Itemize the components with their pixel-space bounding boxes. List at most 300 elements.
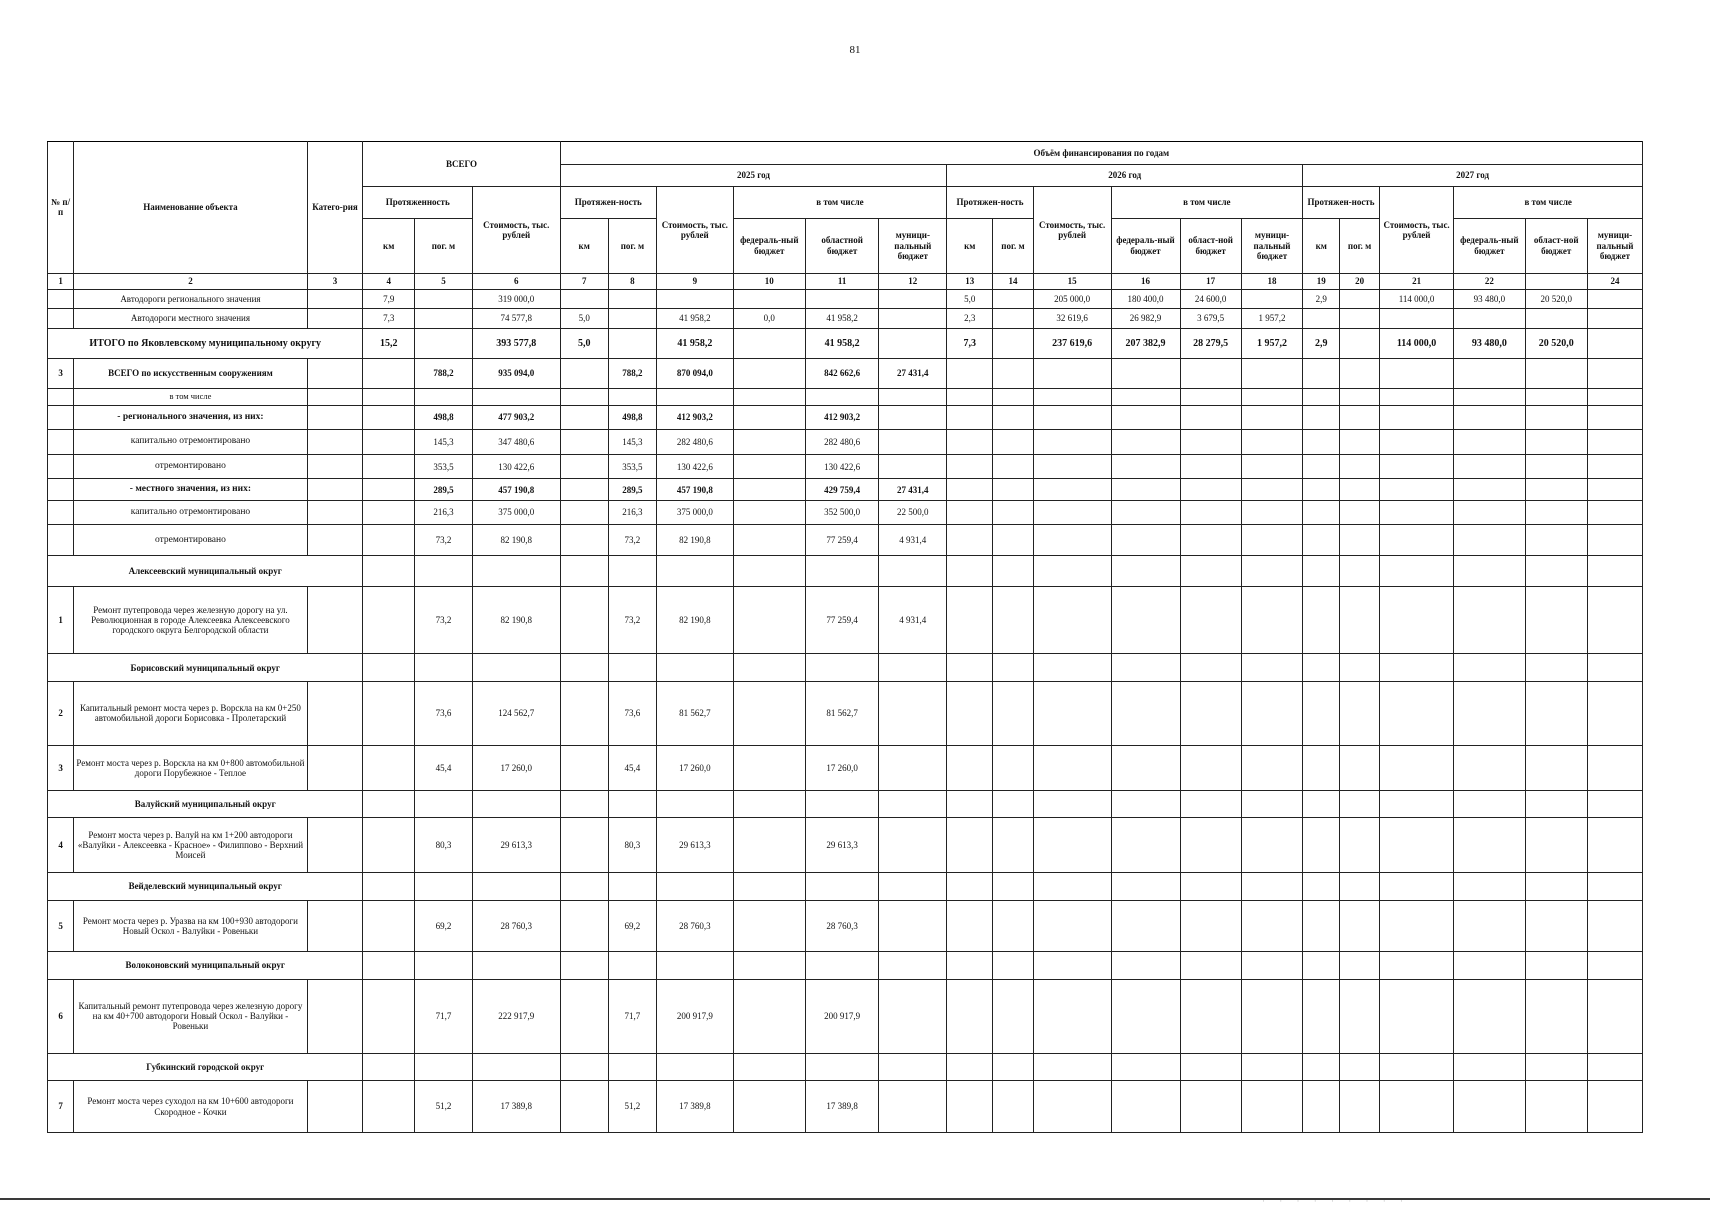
table-cell [1587, 791, 1642, 818]
table-cell: 216,3 [608, 501, 656, 525]
table-cell: 4 931,4 [879, 524, 947, 555]
col-header-federal: федераль-ный бюджет [1454, 218, 1525, 273]
table-cell [1033, 979, 1111, 1053]
table-cell [879, 1081, 947, 1133]
table-cell: 3 679,5 [1180, 309, 1241, 328]
table-cell [1525, 654, 1587, 682]
column-number: 17 [1180, 273, 1241, 289]
table-cell: 93 480,0 [1454, 328, 1525, 358]
table-cell: 130 422,6 [805, 454, 878, 479]
object-row [48, 901, 1643, 952]
table-cell [947, 429, 993, 454]
table-cell [560, 429, 608, 454]
table-cell [733, 791, 805, 818]
table-cell [1033, 556, 1111, 587]
table-cell [1180, 587, 1241, 654]
table-cell [947, 654, 993, 682]
table-cell [1241, 358, 1302, 388]
table-cell [1587, 745, 1642, 790]
table-cell [879, 309, 947, 328]
table-cell [947, 587, 993, 654]
column-number: 13 [947, 273, 993, 289]
table-cell: 73,6 [608, 682, 656, 746]
district-title: Вейделевский муниципальный округ [48, 872, 363, 900]
table-cell [1340, 979, 1379, 1053]
table-cell [1180, 358, 1241, 388]
row-index [48, 454, 74, 479]
table-cell [1525, 979, 1587, 1053]
table-cell [947, 979, 993, 1053]
table-cell [560, 951, 608, 979]
table-cell [1340, 654, 1379, 682]
table-cell [560, 654, 608, 682]
table-cell [1454, 1081, 1525, 1133]
table-cell [1454, 388, 1525, 405]
row-index: 2 [48, 682, 74, 746]
table-cell [656, 951, 733, 979]
table-cell [1241, 872, 1302, 900]
table-cell [414, 388, 472, 405]
col-header-2027: 2027 год [1303, 164, 1643, 187]
table-cell [733, 429, 805, 454]
table-cell [1454, 682, 1525, 746]
table-cell [1111, 682, 1180, 746]
table-cell [1587, 328, 1642, 358]
financing-table [47, 141, 1643, 1133]
table-cell: 788,2 [414, 358, 472, 388]
table-cell [1033, 501, 1111, 525]
table-cell [1033, 1081, 1111, 1133]
table-cell [1033, 479, 1111, 501]
table-cell [608, 791, 656, 818]
district-header-row [48, 556, 1643, 587]
table-cell [879, 454, 947, 479]
table-cell [733, 388, 805, 405]
col-header-2027-length: Протяжен-ность [1303, 187, 1380, 218]
table-cell: 41 958,2 [656, 309, 733, 328]
table-cell [1587, 979, 1642, 1053]
table-cell [656, 388, 733, 405]
table-cell [1379, 901, 1453, 952]
col-header-2025: 2025 год [560, 164, 947, 187]
table-cell: 788,2 [608, 358, 656, 388]
table-cell [307, 429, 363, 454]
table-cell: 282 480,6 [656, 429, 733, 454]
table-cell [1111, 524, 1180, 555]
table-cell [363, 1054, 414, 1081]
table-cell: 5,0 [560, 328, 608, 358]
table-cell [608, 289, 656, 308]
column-number: 20 [1340, 273, 1379, 289]
col-header-km: км [560, 218, 608, 273]
table-cell [993, 406, 1034, 430]
table-cell [1525, 901, 1587, 952]
col-header-federal: федераль-ный бюджет [733, 218, 805, 273]
row-index [48, 309, 74, 328]
table-cell: 29 613,3 [656, 817, 733, 872]
table-cell [993, 745, 1034, 790]
table-cell [805, 872, 878, 900]
table-cell [1525, 479, 1587, 501]
table-cell [1303, 524, 1340, 555]
table-cell [560, 817, 608, 872]
table-cell [879, 289, 947, 308]
table-cell [363, 901, 414, 952]
table-cell: 71,7 [414, 979, 472, 1053]
table-cell [1303, 556, 1340, 587]
table-cell [1454, 817, 1525, 872]
col-header-2026-incl: в том числе [1111, 187, 1303, 218]
table-cell [1303, 309, 1340, 328]
table-cell [1340, 406, 1379, 430]
table-cell [1587, 406, 1642, 430]
table-cell [1587, 951, 1642, 979]
object-name: Ремонт путепровода через железную дорогу на ул. Революционная в городе Алексеевка Алексеевского городского округа Белгородской области [74, 587, 307, 654]
col-header-federal: федераль-ный бюджет [1111, 218, 1180, 273]
table-cell [1033, 901, 1111, 952]
table-cell: 0,0 [733, 309, 805, 328]
table-cell: 457 190,8 [472, 479, 560, 501]
table-cell: 82 190,8 [472, 524, 560, 555]
district-header-row [48, 951, 1643, 979]
col-header-pogm: пог. м [414, 218, 472, 273]
table-cell: 4 931,4 [879, 587, 947, 654]
table-cell [1525, 682, 1587, 746]
row-index: 4 [48, 817, 74, 872]
table-cell [414, 1054, 472, 1081]
table-cell [1180, 682, 1241, 746]
table-cell [733, 556, 805, 587]
table-cell: 93 480,0 [1454, 289, 1525, 308]
table-cell [1180, 501, 1241, 525]
table-cell [879, 429, 947, 454]
table-cell [472, 791, 560, 818]
row-index: 5 [48, 901, 74, 952]
table-cell: 5,0 [947, 289, 993, 308]
table-cell [363, 479, 414, 501]
table-cell: 7,3 [947, 328, 993, 358]
table-cell [1525, 745, 1587, 790]
table-cell: 114 000,0 [1379, 289, 1453, 308]
table-cell [307, 682, 363, 746]
row-index [48, 429, 74, 454]
table-cell: 17 389,8 [472, 1081, 560, 1133]
table-cell [1454, 872, 1525, 900]
table-cell [1379, 309, 1453, 328]
district-header-row [48, 654, 1643, 682]
table-cell [947, 388, 993, 405]
table-cell [307, 479, 363, 501]
table-cell [1033, 429, 1111, 454]
table-cell [1241, 901, 1302, 952]
table-cell [1033, 358, 1111, 388]
table-cell [1180, 791, 1241, 818]
table-cell [1180, 745, 1241, 790]
table-cell [414, 309, 472, 328]
row-index [48, 501, 74, 525]
table-cell [993, 388, 1034, 405]
table-cell [1241, 501, 1302, 525]
table-cell: 17 260,0 [805, 745, 878, 790]
table-cell [1033, 745, 1111, 790]
table-cell [1587, 556, 1642, 587]
table-cell [472, 556, 560, 587]
table-cell [1111, 556, 1180, 587]
table-cell [993, 429, 1034, 454]
row-index [48, 388, 74, 405]
table-cell [363, 429, 414, 454]
table-cell [1587, 901, 1642, 952]
table-cell [1180, 1054, 1241, 1081]
table-cell: 2,9 [1303, 328, 1340, 358]
table-cell [1587, 309, 1642, 328]
table-cell [1111, 479, 1180, 501]
table-cell [1454, 1054, 1525, 1081]
table-cell [805, 289, 878, 308]
table-cell [307, 501, 363, 525]
table-cell: 130 422,6 [472, 454, 560, 479]
breakdown-row [48, 388, 1643, 405]
table-cell [1525, 556, 1587, 587]
table-cell: 375 000,0 [472, 501, 560, 525]
object-row [48, 587, 1643, 654]
table-cell [733, 901, 805, 952]
table-cell: 45,4 [608, 745, 656, 790]
table-cell: 2,9 [1303, 289, 1340, 308]
table-cell: 80,3 [414, 817, 472, 872]
table-cell: 216,3 [414, 501, 472, 525]
district-title: Волоконовский муниципальный округ [48, 951, 363, 979]
table-cell [733, 289, 805, 308]
table-cell [1241, 479, 1302, 501]
table-cell [1180, 817, 1241, 872]
table-cell [1241, 406, 1302, 430]
table-cell [414, 872, 472, 900]
table-cell [1303, 901, 1340, 952]
table-cell: 319 000,0 [472, 289, 560, 308]
table-cell [879, 872, 947, 900]
table-cell [1379, 587, 1453, 654]
table-cell: 200 917,9 [656, 979, 733, 1053]
table-cell [1340, 309, 1379, 328]
table-cell [1180, 454, 1241, 479]
table-cell [1454, 791, 1525, 818]
table-cell [993, 791, 1034, 818]
table-cell [608, 654, 656, 682]
table-cell [1340, 429, 1379, 454]
table-cell [733, 682, 805, 746]
table-cell [879, 328, 947, 358]
breakdown-label: отремонтировано [74, 524, 307, 555]
table-cell [947, 524, 993, 555]
table-cell: 77 259,4 [805, 524, 878, 555]
row-index [48, 524, 74, 555]
table-cell [560, 745, 608, 790]
table-cell [1340, 388, 1379, 405]
table-cell [1587, 682, 1642, 746]
table-cell [1180, 524, 1241, 555]
table-cell [1587, 429, 1642, 454]
table-cell [947, 501, 993, 525]
col-header-2027-incl: в том числе [1454, 187, 1643, 218]
table-cell: 71,7 [608, 979, 656, 1053]
table-cell [1241, 454, 1302, 479]
table-cell [1340, 901, 1379, 952]
table-cell [993, 556, 1034, 587]
table-cell [1303, 979, 1340, 1053]
table-cell [1033, 817, 1111, 872]
breakdown-label: в том числе [74, 388, 307, 405]
table-cell [1241, 388, 1302, 405]
table-cell [993, 951, 1034, 979]
table-cell [560, 406, 608, 430]
table-cell [993, 454, 1034, 479]
table-cell [993, 328, 1034, 358]
table-cell [363, 358, 414, 388]
table-cell [656, 1054, 733, 1081]
table-cell [1033, 951, 1111, 979]
table-cell: 41 958,2 [805, 328, 878, 358]
object-name: Капитальный ремонт путепровода через железную дорогу на км 40+700 автодороги Новый Оскол - Валуйки - Ровеньки [74, 979, 307, 1053]
table-cell [1241, 791, 1302, 818]
table-cell [993, 479, 1034, 501]
table-cell: 124 562,7 [472, 682, 560, 746]
table-cell [1525, 388, 1587, 405]
table-cell: 41 958,2 [805, 309, 878, 328]
table-cell [993, 817, 1034, 872]
table-cell [805, 791, 878, 818]
district-title: Губкинский городской округ [48, 1054, 363, 1081]
table-cell [560, 587, 608, 654]
col-header-no: № п/п [48, 142, 74, 274]
table-cell: 353,5 [608, 454, 656, 479]
table-cell [1303, 454, 1340, 479]
table-cell [307, 817, 363, 872]
table-cell [1379, 951, 1453, 979]
table-cell [1340, 556, 1379, 587]
table-cell [1379, 654, 1453, 682]
table-cell [1241, 587, 1302, 654]
table-cell: 935 094,0 [472, 358, 560, 388]
breakdown-label: - регионального значения, из них: [74, 406, 307, 430]
table-cell [1241, 979, 1302, 1053]
table-cell [307, 309, 363, 328]
table-cell: 27 431,4 [879, 479, 947, 501]
table-cell [1180, 479, 1241, 501]
table-cell [1340, 358, 1379, 388]
table-cell [1454, 429, 1525, 454]
table-cell: 41 958,2 [656, 328, 733, 358]
table-cell [472, 872, 560, 900]
table-cell [560, 979, 608, 1053]
table-cell: 2,3 [947, 309, 993, 328]
table-cell [1454, 479, 1525, 501]
table-cell [1303, 872, 1340, 900]
table-cell [608, 309, 656, 328]
row-index: 3 [48, 358, 74, 388]
column-number: 12 [879, 273, 947, 289]
table-cell [307, 358, 363, 388]
table-cell [733, 406, 805, 430]
table-cell: 412 903,2 [805, 406, 878, 430]
table-cell [1379, 1054, 1453, 1081]
table-cell [879, 388, 947, 405]
table-cell [1111, 501, 1180, 525]
table-cell [1340, 872, 1379, 900]
table-cell [993, 309, 1034, 328]
table-cell [1525, 1081, 1587, 1133]
row-index: 7 [48, 1081, 74, 1133]
table-cell: 20 520,0 [1525, 328, 1587, 358]
table-cell [1180, 406, 1241, 430]
table-cell [879, 791, 947, 818]
row-index: 1 [48, 587, 74, 654]
vsego-row [48, 358, 1643, 388]
table-cell [1111, 654, 1180, 682]
column-number: 7 [560, 273, 608, 289]
table-cell [1525, 358, 1587, 388]
table-cell [1033, 1054, 1111, 1081]
table-cell [733, 1054, 805, 1081]
table-cell [1379, 358, 1453, 388]
table-cell: 73,2 [608, 524, 656, 555]
col-header-km: км [1303, 218, 1340, 273]
table-cell [472, 654, 560, 682]
table-cell [1379, 556, 1453, 587]
table-cell [307, 388, 363, 405]
table-cell [733, 817, 805, 872]
row-index [48, 289, 74, 308]
col-header-2026-length: Протяжен-ность [947, 187, 1034, 218]
table-cell [1525, 501, 1587, 525]
column-number: 10 [733, 273, 805, 289]
table-cell [560, 556, 608, 587]
table-cell [1241, 1054, 1302, 1081]
table-cell [1587, 817, 1642, 872]
table-cell [1033, 587, 1111, 654]
table-cell [993, 872, 1034, 900]
row-index: 6 [48, 979, 74, 1053]
table-cell [1340, 1081, 1379, 1133]
table-cell [1340, 791, 1379, 818]
object-name: Ремонт моста через р. Валуй на км 1+200 автодороги «Валуйки - Алексеевка - Красное» - Филиппово - Верхний Моисей [74, 817, 307, 872]
table-cell [1454, 951, 1525, 979]
column-number: 3 [307, 273, 363, 289]
table-cell [363, 1081, 414, 1133]
table-cell [993, 358, 1034, 388]
table-cell [363, 817, 414, 872]
table-cell: 51,2 [414, 1081, 472, 1133]
object-name: Ремонт моста через р. Ворскла на км 0+800 автомобильной дороги Порубежное - Теплое [74, 745, 307, 790]
table-cell [1379, 682, 1453, 746]
table-cell [1111, 454, 1180, 479]
table-cell [1111, 951, 1180, 979]
table-cell [560, 682, 608, 746]
table-cell [1587, 524, 1642, 555]
table-cell [993, 979, 1034, 1053]
column-number: 21 [1379, 273, 1453, 289]
table-cell [1587, 501, 1642, 525]
table-cell: 1 957,2 [1241, 328, 1302, 358]
table-cell: 28 760,3 [805, 901, 878, 952]
table-cell [1454, 524, 1525, 555]
table-cell: 498,8 [414, 406, 472, 430]
table-cell [1525, 524, 1587, 555]
table-cell [1303, 501, 1340, 525]
column-number: 4 [363, 273, 414, 289]
table-cell [1379, 791, 1453, 818]
table-cell [947, 406, 993, 430]
